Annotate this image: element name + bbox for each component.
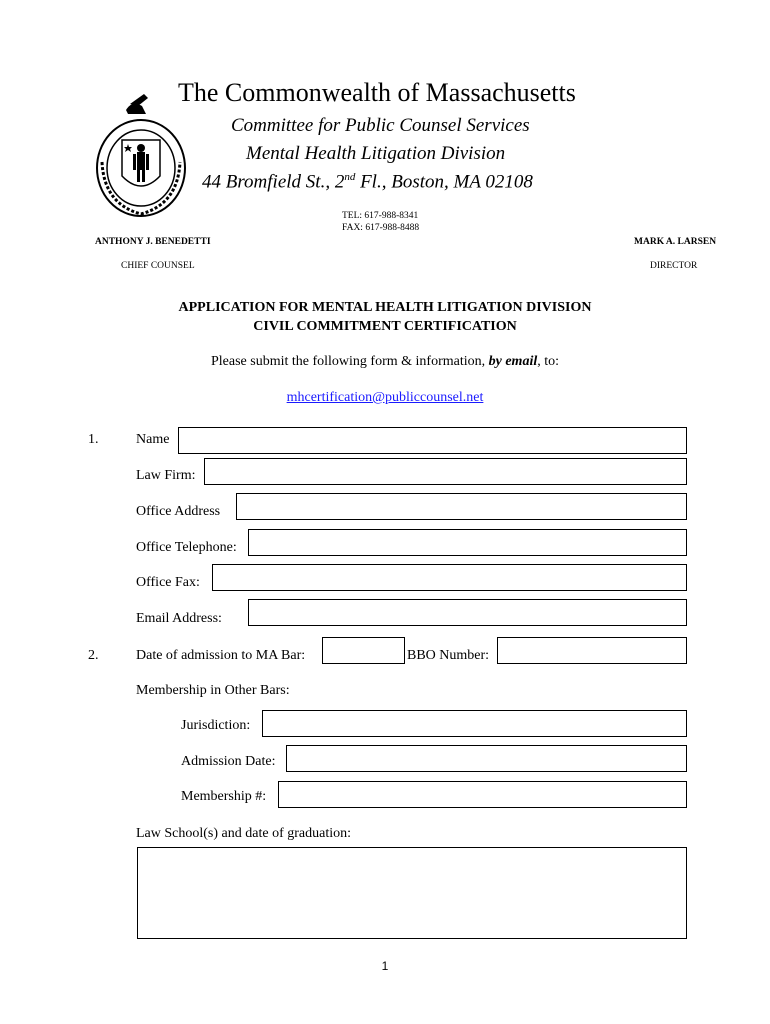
membership-label: Membership #: [181, 789, 267, 804]
jurisdiction-field[interactable] [262, 710, 687, 737]
chief-counsel-name: ANTHONY J. BENEDETTI [95, 237, 211, 247]
header-title: The Commonwealth of Massachusetts [178, 78, 576, 107]
office-telephone-field[interactable] [248, 529, 687, 556]
header-fax: FAX: 617-988-8488 [342, 223, 420, 233]
header-division: Mental Health Litigation Division [246, 143, 506, 164]
bbo-label: BBO Number: [407, 648, 490, 663]
name-field[interactable] [178, 427, 687, 454]
header-tel: TEL: 617-988-8341 [342, 211, 419, 221]
law-school-field[interactable] [137, 847, 687, 939]
form-heading-1: APPLICATION FOR MENTAL HEALTH LITIGATION DIVISION [178, 300, 592, 315]
law-firm-label: Law Firm: [136, 468, 196, 483]
header-committee: Committee for Public Counsel Services [231, 115, 530, 136]
other-bars-label: Membership in Other Bars: [136, 683, 290, 698]
instructions: Please submit the following form & information, by email, to: [210, 354, 560, 369]
membership-number-field[interactable] [278, 781, 687, 808]
massachusetts-seal-icon [92, 92, 190, 220]
item-1-number: 1. [88, 432, 99, 447]
office-telephone-label: Office Telephone: [136, 540, 237, 555]
office-fax-field[interactable] [212, 564, 687, 591]
admission-label: Date of admission to MA Bar: [136, 648, 306, 663]
bbo-number-field[interactable] [497, 637, 687, 664]
jurisdiction-label: Jurisdiction: [181, 718, 251, 733]
office-fax-label: Office Fax: [136, 575, 200, 590]
law-firm-field[interactable] [204, 458, 687, 485]
director-name: MARK A. LARSEN [634, 237, 717, 247]
law-school-label: Law School(s) and date of graduation: [136, 826, 351, 841]
email-address-field[interactable] [248, 599, 687, 626]
header-address: 44 Bromfield St., 2nd Fl., Boston, MA 02108 [202, 171, 533, 193]
email-link[interactable]: mhcertification@publiccounsel.net [286, 390, 484, 405]
director-role: DIRECTOR [650, 261, 698, 271]
other-admission-date-field[interactable] [286, 745, 687, 772]
name-label: Name [136, 432, 170, 447]
email-address-label: Email Address: [136, 611, 222, 626]
chief-counsel-role: CHIEF COUNSEL [121, 261, 195, 271]
admission-date-field[interactable] [322, 637, 405, 664]
item-2-number: 2. [88, 648, 99, 663]
page-number: 1 [381, 959, 389, 973]
office-address-label: Office Address [136, 504, 221, 519]
form-heading-2: CIVIL COMMITMENT CERTIFICATION [253, 319, 517, 334]
office-address-field[interactable] [236, 493, 687, 520]
admission-date-label: Admission Date: [181, 754, 276, 769]
